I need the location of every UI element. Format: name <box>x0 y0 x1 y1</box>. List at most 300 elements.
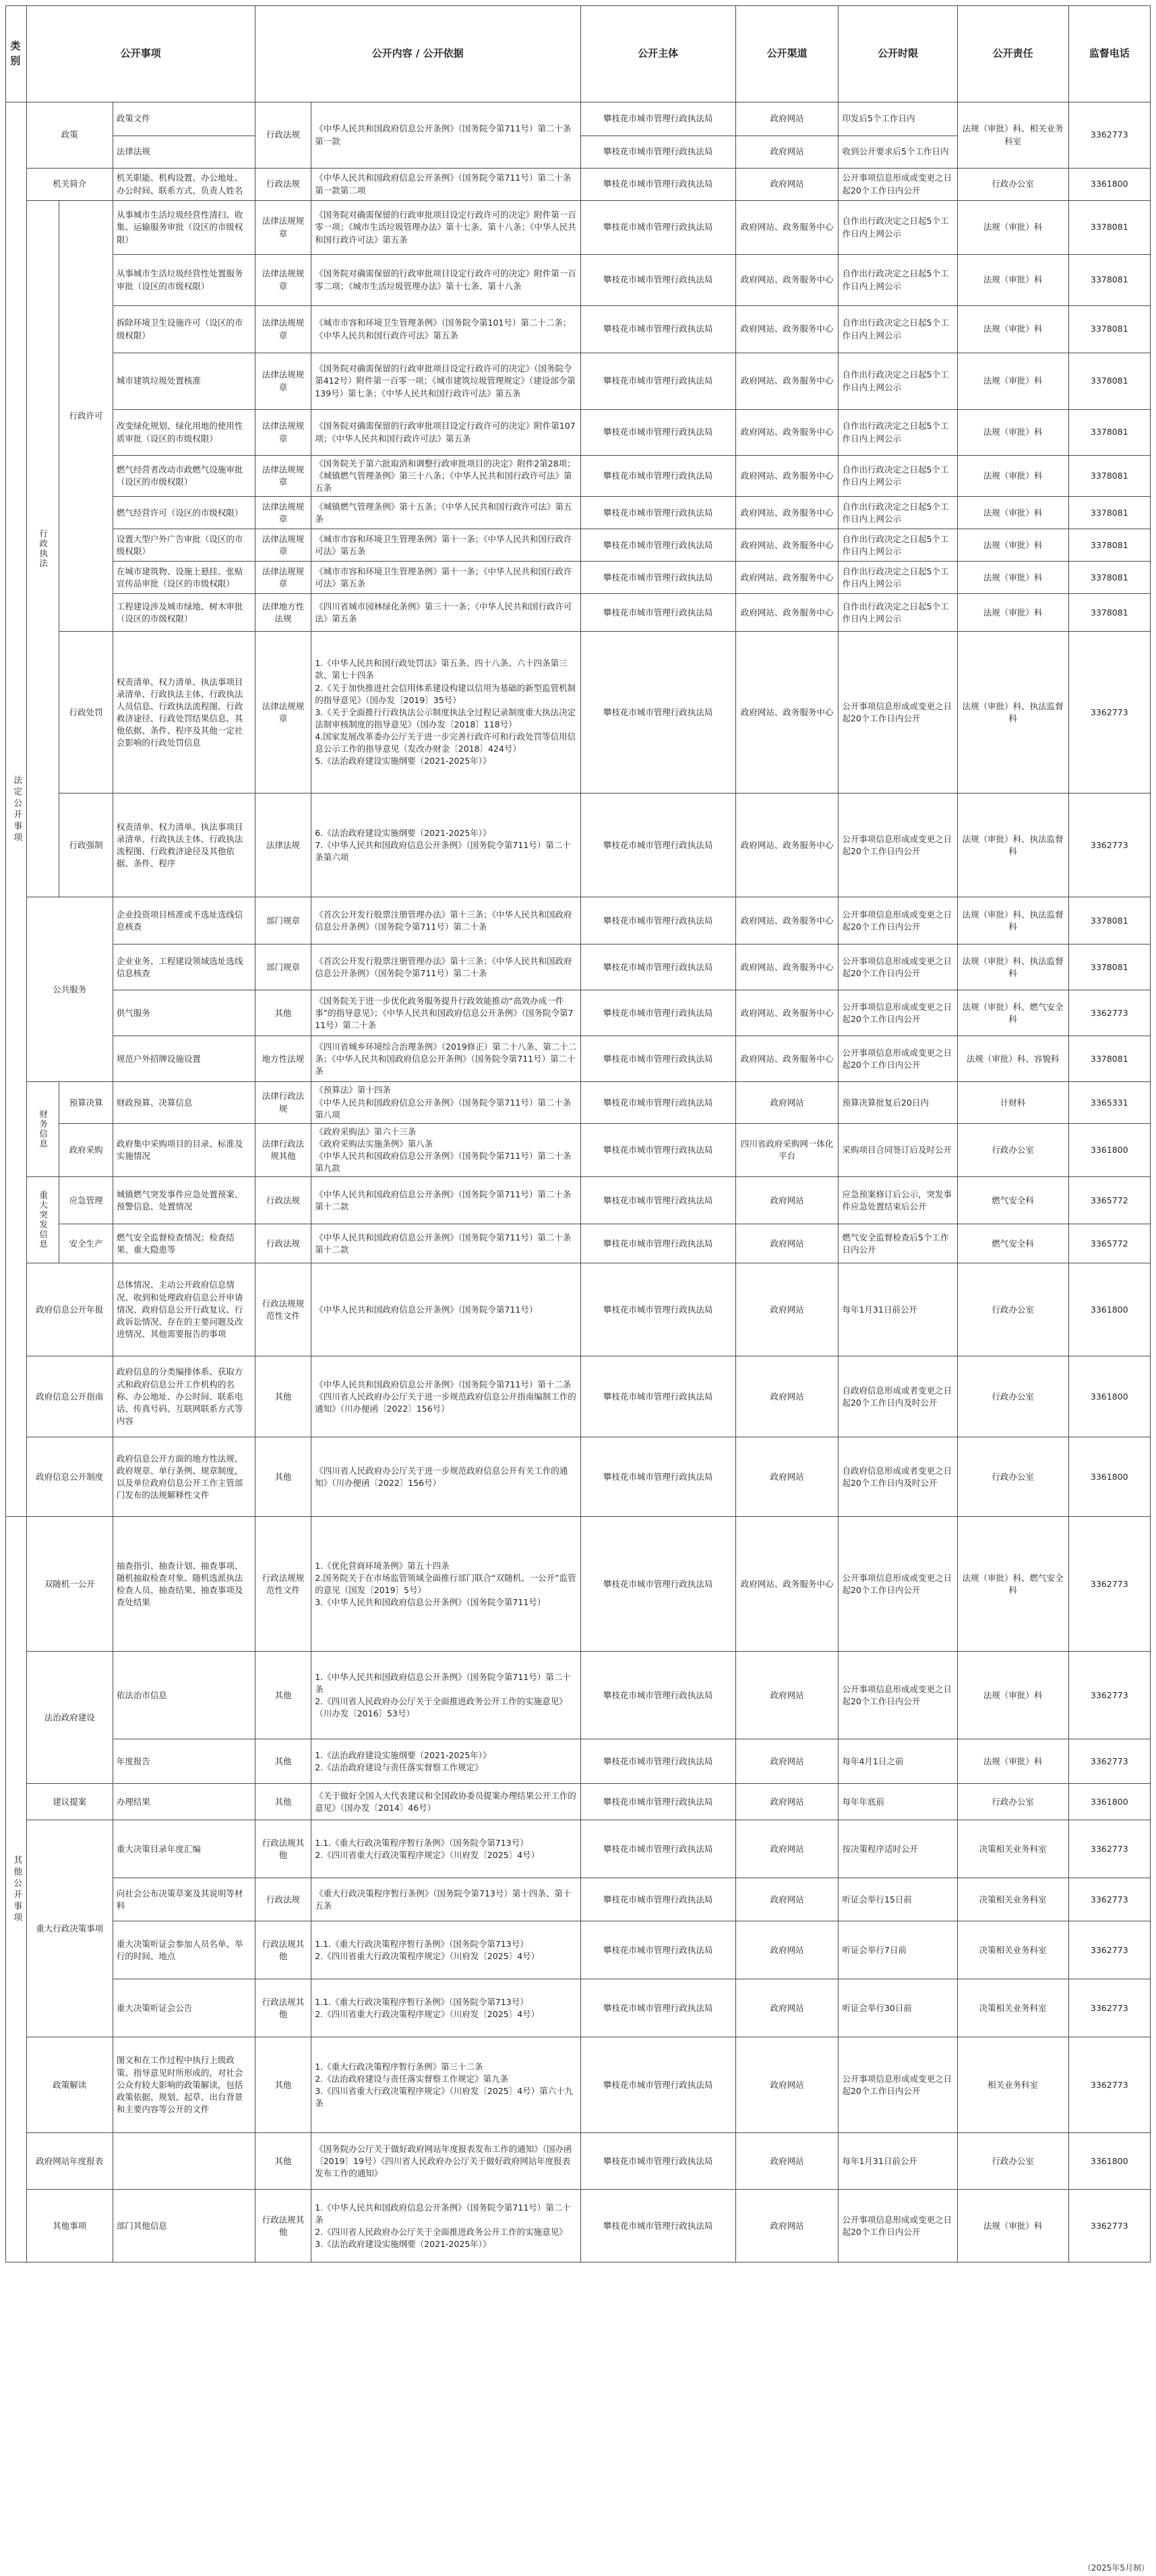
table-row <box>6 1437 1151 1517</box>
basis-cell: 《中华人民共和国政府信息公开条例》（国务院令第711号）第二十条第十二款 <box>311 1177 580 1224</box>
basis-type-cell: 地方性法规 <box>255 1036 311 1082</box>
subcategory-cell: 行政执法 <box>26 201 59 897</box>
item-cell: 其他事项 <box>26 2190 113 2263</box>
basis-type-cell: 行政法规 <box>255 1224 311 1263</box>
basis-type-cell: 法律行政法规 <box>255 1082 311 1123</box>
subject-cell: 攀枝花市城市管理行政执法局 <box>580 201 735 255</box>
phone-cell: 3378081 <box>1068 897 1150 945</box>
basis-type-cell: 部门规章 <box>255 945 311 990</box>
channel-cell: 政府网站 <box>735 1177 839 1224</box>
subject-cell: 攀枝花市城市管理行政执法局 <box>580 456 735 497</box>
basis-type-cell: 其他 <box>255 1652 311 1739</box>
channel-cell: 政府网站 <box>735 1820 839 1878</box>
content-cell: 向社会公布决策草案及其说明等材料 <box>113 1878 255 1921</box>
channel-cell: 四川省政府采购网一体化平台 <box>735 1123 839 1177</box>
table-row <box>6 632 1151 793</box>
duty-cell: 决策相关业务科室 <box>957 1979 1068 2037</box>
channel-cell: 政府网站、政务服务中心 <box>735 353 839 410</box>
channel-cell: 政府网站、政务服务中心 <box>735 897 839 945</box>
basis-type-cell: 法律法规规章 <box>255 201 311 255</box>
table-row <box>6 1739 1151 1784</box>
subject-cell: 攀枝花市城市管理行政执法局 <box>580 1652 735 1739</box>
subject-cell: 攀枝花市城市管理行政执法局 <box>580 632 735 793</box>
table-row <box>6 102 1151 136</box>
table-row <box>6 1082 1151 1123</box>
basis-type-cell: 法律法规规章 <box>255 529 311 562</box>
subject-cell: 攀枝花市城市管理行政执法局 <box>580 529 735 562</box>
phone-cell: 3378081 <box>1068 201 1150 255</box>
content-cell: 重大决策目录年度汇编 <box>113 1820 255 1878</box>
subject-cell: 攀枝花市城市管理行政执法局 <box>580 2190 735 2263</box>
content-cell: 城市建筑垃圾处置核准 <box>113 353 255 410</box>
channel-cell: 政府网站 <box>735 1437 839 1517</box>
duty-cell: 法规（审批）科、执法监督科 <box>957 632 1068 793</box>
content-cell: 政策文件 <box>113 102 255 136</box>
duty-cell: 行政办公室 <box>957 1437 1068 1517</box>
time-cell: 听证会举行30日前 <box>839 1979 957 2037</box>
channel-cell: 政府网站、政务服务中心 <box>735 945 839 990</box>
table-row <box>6 945 1151 990</box>
item-cell: 机关简介 <box>26 169 113 201</box>
time-cell: 收到公开要求后5个工作日内 <box>839 136 957 169</box>
channel-cell: 政府网站、政务服务中心 <box>735 529 839 562</box>
time-cell: 自作出行政决定之日起5个工作日内上网公示 <box>839 497 957 529</box>
time-cell: 自作出行政决定之日起5个工作日内上网公示 <box>839 456 957 497</box>
basis-cell: 1.1.《重大行政决策程序暂行条例》（国务院令第713号） 2.《四川省重大行政决策程序规定》（川府发〔2025〕4号） <box>311 1921 580 1979</box>
duty-cell: 法规（审批）科、燃气安全科 <box>957 1517 1068 1652</box>
channel-cell: 政府网站 <box>735 1356 839 1437</box>
basis-type-cell: 行政法规 <box>255 1878 311 1921</box>
basis-cell: 《政府采购法》第六十三条 《政府采购法实施条例》第八条 《中华人民共和国政府信息公开条例》（国务院令第711号）第二十条第九款 <box>311 1123 580 1177</box>
channel-cell: 政府网站、政务服务中心 <box>735 410 839 456</box>
basis-cell: 《首次公开发行股票注册管理办法》第十三条；《中华人民共和国政府信息公开条例》（国务院令第711号）第二十条 <box>311 897 580 945</box>
duty-cell: 法规（审批）科 <box>957 594 1068 632</box>
basis-cell: 《国务院对确需保留的行政审批项目设定行政许可的决定》（国务院令第412号）附件第一百零一项；《城市建筑垃圾管理规定》（建设部令第139号）第七条；《中华人民共和国行政许可法》第五条 <box>311 353 580 410</box>
basis-type-cell: 法律法规规章 <box>255 255 311 306</box>
duty-cell: 计财科 <box>957 1082 1068 1123</box>
basis-cell: 1.《中华人民共和国政府信息公开条例》（国务院令第711号）第二十条 2.《四川省人民政府办公厅关于全面推进政务公开工作的实施意见》（川办发〔2016〕53号） <box>311 1652 580 1739</box>
basis-type-cell: 行政法规规范性文件 <box>255 1517 311 1652</box>
header-subject: 公开主体 <box>580 6 735 102</box>
basis-cell: 1.1.《重大行政决策程序暂行条例》（国务院令第713号） 2.《四川省重大行政决策程序规定》（川府发〔2025〕4号） <box>311 1979 580 2037</box>
basis-cell: 1.《中华人民共和国行政处罚法》第五条、四十八条、六十四条第三款、第七十四条 2.《关于加快推进社会信用体系建设构建以信用为基础的新型监管机制的指导意见》（国办发〔2019〕35号） 3.《关于全面推行行政执法公示制度执法全过程记录制度重大执法决定法制审核制度的指导意见》（国办发〔2018〕118号） 4.国家发展改革委办公厅关于进一步完善行政许可和行政处罚等信用信息公示工作的指导意见（发改办财金〔2018〕424号） 5.《法治政府建设实施纲要（2021-2025年）》 <box>311 632 580 793</box>
channel-cell: 政府网站 <box>735 1739 839 1784</box>
item-cell: 建议提案 <box>26 1784 113 1820</box>
basis-cell: 《四川省人民政府办公厅关于进一步规范政府信息公开有关工作的通知》（川办便函〔2022〕156号） <box>311 1437 580 1517</box>
item-cell: 行政处罚 <box>59 632 113 793</box>
header-basis: 公开依据 <box>423 47 464 60</box>
item-cell: 政府信息公开指南 <box>26 1356 113 1437</box>
subject-cell: 攀枝花市城市管理行政执法局 <box>580 497 735 529</box>
channel-cell: 政府网站、政务服务中心 <box>735 255 839 306</box>
table-row <box>6 562 1151 594</box>
content-cell: 拆除环境卫生设施许可（设区的市级权限） <box>113 306 255 353</box>
basis-type-cell: 行政法规其他 <box>255 1979 311 2037</box>
subject-cell: 攀枝花市城市管理行政执法局 <box>580 990 735 1036</box>
item-cell: 政策 <box>26 102 113 169</box>
basis-type-cell: 法律法规规章 <box>255 306 311 353</box>
header-phone: 监督电话 <box>1068 6 1150 102</box>
subject-cell: 攀枝花市城市管理行政执法局 <box>580 594 735 632</box>
item-cell: 法治政府建设 <box>26 1652 113 1784</box>
duty-cell: 法规（审批）科、容貌科 <box>957 1036 1068 1082</box>
time-cell: 按决策程序适时公开 <box>839 1820 957 1878</box>
channel-cell: 政府网站、政务服务中心 <box>735 1517 839 1652</box>
duty-cell: 法规（审批）科 <box>957 201 1068 255</box>
subject-cell: 攀枝花市城市管理行政执法局 <box>580 1263 735 1356</box>
time-cell: 自作出行政决定之日起5个工作日内上网公示 <box>839 255 957 306</box>
phone-cell: 3362773 <box>1068 990 1150 1036</box>
phone-cell: 3361800 <box>1068 1263 1150 1356</box>
channel-cell: 政府网站 <box>735 136 839 169</box>
phone-cell: 3378081 <box>1068 410 1150 456</box>
basis-cell: 《城市市容和环境卫生管理条例》第十一条；《中华人民共和国行政许可法》第五条 <box>311 562 580 594</box>
table-row <box>6 1517 1151 1652</box>
table-row <box>6 1979 1151 2037</box>
phone-cell: 3378081 <box>1068 456 1150 497</box>
category-cell: 法定公开事项 <box>6 102 27 1517</box>
channel-cell: 政府网站 <box>735 2133 839 2190</box>
content-cell: 财政预算、决算信息 <box>113 1082 255 1123</box>
phone-cell: 3361800 <box>1068 1123 1150 1177</box>
table-row <box>6 1356 1151 1437</box>
header-content: 公开内容 <box>371 47 413 60</box>
channel-cell: 政府网站、政务服务中心 <box>735 990 839 1036</box>
item-cell: 政策解读 <box>26 2037 113 2133</box>
duty-cell: 法规（审批）科 <box>957 562 1068 594</box>
channel-cell: 政府网站 <box>735 1224 839 1263</box>
item-cell: 安全生产 <box>59 1224 113 1263</box>
channel-cell: 政府网站 <box>735 102 839 136</box>
subject-cell: 攀枝花市城市管理行政执法局 <box>580 1082 735 1123</box>
table-row <box>6 1820 1151 1878</box>
table-row <box>6 2133 1151 2190</box>
basis-cell: 《重大行政决策程序暂行条例》（国务院令第713号）第十四条、第十五条 <box>311 1878 580 1921</box>
duty-cell: 法规（审批）科、执法监督科 <box>957 945 1068 990</box>
basis-cell: 《国务院对确需保留的行政审批项目设定行政许可的决定》附件第一百零一项；《城市生活垃圾管理办法》第十七条、第十八条；《中华人民共和国行政许可法》第五条 <box>311 201 580 255</box>
duty-cell: 法规（审批）科 <box>957 410 1068 456</box>
content-cell: 年度报告 <box>113 1739 255 1784</box>
channel-cell: 政府网站 <box>735 1979 839 2037</box>
item-cell: 政府信息公开制度 <box>26 1437 113 1517</box>
basis-cell: 1.1.《重大行政决策程序暂行条例》（国务院令第713号） 2.《四川省重大行政决策程序规定》（川府发〔2025〕4号） <box>311 1820 580 1878</box>
table-row <box>6 2037 1151 2133</box>
phone-cell: 3378081 <box>1068 945 1150 990</box>
phone-cell: 3362773 <box>1068 1517 1150 1652</box>
content-cell: 企业业务、工程建设领域选址选线信息核查 <box>113 945 255 990</box>
duty-cell: 相关业务科室 <box>957 2037 1068 2133</box>
duty-cell: 燃气安全科 <box>957 1224 1068 1263</box>
channel-cell: 政府网站 <box>735 2190 839 2263</box>
subject-cell: 攀枝花市城市管理行政执法局 <box>580 1123 735 1177</box>
basis-type-cell: 行政法规 <box>255 169 311 201</box>
time-cell: 自作出行政决定之日起5个工作日内上网公示 <box>839 529 957 562</box>
content-cell: 供气服务 <box>113 990 255 1036</box>
header-content-basis: 公开内容 / 公开依据 <box>255 6 580 102</box>
subject-cell: 攀枝花市城市管理行政执法局 <box>580 1784 735 1820</box>
table-row <box>6 201 1151 255</box>
basis-cell: 1.《优化营商环境条例》第五十四条 2.国务院关于在市场监管领域全面推行部门联合“双随机、一公开”监管的意见（国发〔2019〕5号） 3.《中华人民共和国政府信息公开条例》（国务院令第711号） <box>311 1517 580 1652</box>
subject-cell: 攀枝花市城市管理行政执法局 <box>580 1437 735 1517</box>
subject-cell: 攀枝花市城市管理行政执法局 <box>580 1517 735 1652</box>
time-cell: 预算决算批复后20日内 <box>839 1082 957 1123</box>
table-header <box>6 6 1151 102</box>
item-cell: 预算决算 <box>59 1082 113 1123</box>
phone-cell: 3362773 <box>1068 102 1150 169</box>
phone-cell: 3378081 <box>1068 562 1150 594</box>
time-cell: 听证会举行15日前 <box>839 1878 957 1921</box>
time-cell: 公开事项信息形成或变更之日起20个工作日内公开 <box>839 2190 957 2263</box>
phone-cell: 3378081 <box>1068 529 1150 562</box>
basis-cell: 《关于做好全国人大代表建议和全国政协委员提案办理结果公开工作的意见》（国办发〔2014〕46号） <box>311 1784 580 1820</box>
item-cell: 双随机一公开 <box>26 1517 113 1652</box>
basis-type-cell: 其他 <box>255 1784 311 1820</box>
subject-cell: 攀枝花市城市管理行政执法局 <box>580 793 735 897</box>
duty-cell: 行政办公室 <box>957 1263 1068 1356</box>
time-cell: 燃气安全监督检查后5个工作日内公开 <box>839 1224 957 1263</box>
duty-cell: 法规（审批）科 <box>957 2190 1068 2263</box>
duty-cell: 行政办公室 <box>957 1123 1068 1177</box>
phone-cell: 3378081 <box>1068 594 1150 632</box>
channel-cell: 政府网站、政务服务中心 <box>735 1036 839 1082</box>
duty-cell: 法规（审批）科 <box>957 456 1068 497</box>
channel-cell: 政府网站、政务服务中心 <box>735 562 839 594</box>
table-row <box>6 1224 1151 1263</box>
time-cell: 公开事项信息形成或变更之日起20个工作日内公开 <box>839 1517 957 1652</box>
duty-cell: 行政办公室 <box>957 2133 1068 2190</box>
channel-cell: 政府网站、政务服务中心 <box>735 497 839 529</box>
channel-cell: 政府网站 <box>735 1263 839 1356</box>
basis-type-cell: 行政法规其他 <box>255 1820 311 1878</box>
basis-cell: 1.《中华人民共和国政府信息公开条例》（国务院令第711号）第二十条 2.《四川省人民政府办公厅关于全面推进政务公开工作的实施意见》 3.《法治政府建设实施纲要（2021-2025年）》 <box>311 2190 580 2263</box>
subject-cell: 攀枝花市城市管理行政执法局 <box>580 1820 735 1878</box>
time-cell: 公开事项信息形成或变更之日起20个工作日内公开 <box>839 897 957 945</box>
time-cell: 每年4月1日之前 <box>839 1739 957 1784</box>
duty-cell: 法规（审批）科 <box>957 306 1068 353</box>
table-row <box>6 410 1151 456</box>
basis-cell: 《中华人民共和国政府信息公开条例》（国务院令第711号）第二十条第一款 <box>311 102 580 169</box>
basis-type-cell: 法律法规规章 <box>255 410 311 456</box>
subcategory-cell: 重大突发信息 <box>26 1177 59 1263</box>
basis-cell: 《四川省城乡环境综合治理条例》（2019修正）第二十八条、第二十二条；《中华人民共和国政府信息公开条例》（国务院令第711号）第二十条 <box>311 1036 580 1082</box>
basis-cell: 《中华人民共和国政府信息公开条例》（国务院令第711号）第二十条第十二款 <box>311 1224 580 1263</box>
table-body <box>6 102 1151 2263</box>
basis-cell: 《城市市容和环境卫生管理条例》（国务院令第101号）第二十二条；《中华人民共和国行政许可法》第五条 <box>311 306 580 353</box>
header-channel: 公开渠道 <box>735 6 839 102</box>
content-cell <box>113 2133 255 2190</box>
channel-cell: 政府网站、政务服务中心 <box>735 594 839 632</box>
subject-cell: 攀枝花市城市管理行政执法局 <box>580 306 735 353</box>
basis-type-cell: 其他 <box>255 1356 311 1437</box>
basis-type-cell: 行政法规 <box>255 102 311 169</box>
disclosure-table <box>5 5 1151 2263</box>
basis-type-cell: 法律法规规章 <box>255 456 311 497</box>
duty-cell: 法规（审批）科、执法监督科 <box>957 793 1068 897</box>
phone-cell: 3362773 <box>1068 1820 1150 1878</box>
duty-cell: 法规（审批）科 <box>957 1739 1068 1784</box>
item-cell: 行政强制 <box>59 793 113 897</box>
phone-cell: 3365772 <box>1068 1224 1150 1263</box>
phone-cell: 3362773 <box>1068 1652 1150 1739</box>
time-cell: 自作出行政决定之日起5个工作日内上网公示 <box>839 306 957 353</box>
channel-cell: 政府网站、政务服务中心 <box>735 201 839 255</box>
phone-cell: 3378081 <box>1068 1036 1150 1082</box>
basis-type-cell: 法律法规规章 <box>255 632 311 793</box>
content-cell: 依法治市信息 <box>113 1652 255 1739</box>
table-row <box>6 1177 1151 1224</box>
content-cell: 法律法规 <box>113 136 255 169</box>
time-cell: 公开事项信息形成或变更之日起20个工作日内公开 <box>839 945 957 990</box>
content-cell: 燃气经营者改动市政燃气设施审批（设区的市级权限） <box>113 456 255 497</box>
table-row <box>6 1652 1151 1739</box>
basis-type-cell: 法律法规规章 <box>255 562 311 594</box>
basis-type-cell: 行政法规其他 <box>255 1921 311 1979</box>
subject-cell: 攀枝花市城市管理行政执法局 <box>580 1979 735 2037</box>
basis-type-cell: 法律法规规章 <box>255 353 311 410</box>
table-row <box>6 353 1151 410</box>
basis-cell: 《中华人民共和国政府信息公开条例》（国务院令第711号）第二十条第一款第二项 <box>311 169 580 201</box>
table-row <box>6 1784 1151 1820</box>
duty-cell: 法规（审批）科 <box>957 1652 1068 1739</box>
basis-cell: 《国务院对确需保留的行政审批项目设定行政许可的决定》附件第一百零二项；《城市生活垃圾管理办法》第十七条、第十八条 <box>311 255 580 306</box>
phone-cell: 3378081 <box>1068 353 1150 410</box>
basis-type-cell: 法律法规规章 <box>255 497 311 529</box>
time-cell: 公开事项信息形成或变更之日起20个工作日内公开 <box>839 2037 957 2133</box>
subject-cell: 攀枝花市城市管理行政执法局 <box>580 102 735 136</box>
table-row <box>6 1123 1151 1177</box>
table-row <box>6 990 1151 1036</box>
phone-cell: 3361800 <box>1068 1784 1150 1820</box>
item-cell: 政府采购 <box>59 1123 113 1177</box>
basis-type-cell: 其他 <box>255 990 311 1036</box>
time-cell: 每年年底前 <box>839 1784 957 1820</box>
content-cell: 政府集中采购项目的目录、标准及实施情况 <box>113 1123 255 1177</box>
header-item: 公开事项 <box>26 6 255 102</box>
phone-cell: 3362773 <box>1068 1921 1150 1979</box>
basis-cell: 1.《重大行政决策程序暂行条例》第三十二条 2.《法治政府建设与责任落实督察工作规定》第九条 3.《四川省重大行政决策程序规定》（川府发〔2025〕4号）第六十九条 <box>311 2037 580 2133</box>
basis-type-cell: 法律行政法规其他 <box>255 1123 311 1177</box>
time-cell: 听证会举行7日前 <box>839 1921 957 1979</box>
time-cell: 自作出行政决定之日起5个工作日内上网公示 <box>839 562 957 594</box>
table-row <box>6 529 1151 562</box>
channel-cell: 政府网站 <box>735 169 839 201</box>
subject-cell: 攀枝花市城市管理行政执法局 <box>580 255 735 306</box>
subject-cell: 攀枝花市城市管理行政执法局 <box>580 1177 735 1224</box>
time-cell: 公开事项信息形成或变更之日起20个工作日内公开 <box>839 169 957 201</box>
basis-cell: 1.《法治政府建设实施纲要（2021-2025年）》 2.《法治政府建设与责任落实督察工作规定》 <box>311 1739 580 1784</box>
time-cell: 采购项目合同签订后及时公开 <box>839 1123 957 1177</box>
channel-cell: 政府网站、政务服务中心 <box>735 306 839 353</box>
header-duty: 公开责任 <box>957 6 1068 102</box>
duty-cell: 法规（审批）科、相关业务科室 <box>957 102 1068 169</box>
content-cell: 抽查指引、抽查计划、抽查事项、随机抽取检查对象、随机选派执法检查人员、抽查结果、抽查事项及查处结果 <box>113 1517 255 1652</box>
phone-cell: 3362773 <box>1068 793 1150 897</box>
content-cell: 机关职能、机构设置、办公地址、办公时间、联系方式、负责人姓名 <box>113 169 255 201</box>
phone-cell: 3362773 <box>1068 1878 1150 1921</box>
item-cell: 政府信息公开年报 <box>26 1263 113 1356</box>
phone-cell: 3365772 <box>1068 1177 1150 1224</box>
time-cell: 公开事项信息形成或变更之日起20个工作日内公开 <box>839 1652 957 1739</box>
basis-cell: 《中华人民共和国政府信息公开条例》（国务院令第711号） <box>311 1263 580 1356</box>
duty-cell: 行政办公室 <box>957 1784 1068 1820</box>
content-cell: 从事城市生活垃圾经营性清扫、收集、运输服务审批（设区的市级权限） <box>113 201 255 255</box>
content-cell: 燃气安全监督检查情况；检查结果、重大隐患等 <box>113 1224 255 1263</box>
time-cell: 自作出行政决定之日起5个工作日内上网公示 <box>839 201 957 255</box>
duty-cell: 决策相关业务科室 <box>957 1878 1068 1921</box>
time-cell: 自政府信息形成或者变更之日起20个工作日内及时公开 <box>839 1356 957 1437</box>
content-cell: 企业投资项目核准或不选址选线信息核查 <box>113 897 255 945</box>
content-cell: 规范户外招牌设施设置 <box>113 1036 255 1082</box>
channel-cell: 政府网站、政务服务中心 <box>735 456 839 497</box>
content-cell: 图文和在工作过程中执行上级政策、指导意见时所形成的，对社会公众有较大影响的政策解读，包括政策依据、规划、起草、出台背景和主要内容等公开的文件 <box>113 2037 255 2133</box>
content-cell: 权责清单、权力清单、执法事项目录清单、行政执法主体、行政执法人员信息、行政执法流程图、行政救济途径、行政处罚结果信息、其他依据、条件、程序及其他一定社会影响的行政处罚信息 <box>113 632 255 793</box>
time-cell: 自作出行政决定之日起5个工作日内上网公示 <box>839 410 957 456</box>
phone-cell: 3362773 <box>1068 1739 1150 1784</box>
time-cell: 公开事项信息形成或变更之日起20个工作日内公开 <box>839 632 957 793</box>
table-row <box>6 1263 1151 1356</box>
phone-cell: 3361800 <box>1068 2133 1150 2190</box>
table-row <box>6 1036 1151 1082</box>
table-row <box>6 306 1151 353</box>
phone-cell: 3362773 <box>1068 2190 1150 2263</box>
table-row <box>6 169 1151 201</box>
basis-type-cell: 行政法规规范性文件 <box>255 1263 311 1356</box>
channel-cell: 政府网站 <box>735 2037 839 2133</box>
subject-cell: 攀枝花市城市管理行政执法局 <box>580 1739 735 1784</box>
subject-cell: 攀枝花市城市管理行政执法局 <box>580 1356 735 1437</box>
basis-cell: 《首次公开发行股票注册管理办法》第十三条；《中华人民共和国政府信息公开条例》（国务院令第711号）第二十条 <box>311 945 580 990</box>
item-cell: 应急管理 <box>59 1177 113 1224</box>
time-cell: 每年1月31日前公开 <box>839 2133 957 2190</box>
basis-type-cell: 法律地方性法规 <box>255 594 311 632</box>
basis-cell: 《四川省城市园林绿化条例》第三十一条；《中华人民共和国行政许可法》第五条 <box>311 594 580 632</box>
subject-cell: 攀枝花市城市管理行政执法局 <box>580 2037 735 2133</box>
subject-cell: 攀枝花市城市管理行政执法局 <box>580 169 735 201</box>
phone-cell: 3361800 <box>1068 1437 1150 1517</box>
channel-cell: 政府网站 <box>735 1652 839 1739</box>
content-cell: 重大决策听证会参加人员名单、举行的时间、地点 <box>113 1921 255 1979</box>
channel-cell: 政府网站 <box>735 1784 839 1820</box>
phone-cell: 3361800 <box>1068 1356 1150 1437</box>
duty-cell: 法规（审批）科 <box>957 255 1068 306</box>
channel-cell: 政府网站、政务服务中心 <box>735 793 839 897</box>
content-cell: 重大决策听证会公告 <box>113 1979 255 2037</box>
subject-cell: 攀枝花市城市管理行政执法局 <box>580 136 735 169</box>
phone-cell: 3362773 <box>1068 2037 1150 2133</box>
basis-cell: 《国务院对确需保留的行政审批项目设定行政许可的决定》附件第107项；《中华人民共和国行政许可法》第五条 <box>311 410 580 456</box>
phone-cell: 3365331 <box>1068 1082 1150 1123</box>
phone-cell: 3361800 <box>1068 169 1150 201</box>
footer-note: （2025年5月制） <box>1083 2563 1149 2573</box>
duty-cell: 法规（审批）科 <box>957 529 1068 562</box>
table-row <box>6 1921 1151 1979</box>
content-cell: 改变绿化规划、绿化用地的使用性质审批（设区的市级权限） <box>113 410 255 456</box>
table-row <box>6 255 1151 306</box>
content-cell: 设置大型户外广告审批（设区的市级权限） <box>113 529 255 562</box>
basis-cell: 《预算法》第十四条 《中华人民共和国政府信息公开条例》（国务院令第711号）第二十条第八项 <box>311 1082 580 1123</box>
content-cell: 政府信息公开方面的地方性法规、政府规章、单行条例、规章制度，以及单位政府信息公开工作主管部门发布的法规解释性文件 <box>113 1437 255 1517</box>
subject-cell: 攀枝花市城市管理行政执法局 <box>580 2133 735 2190</box>
time-cell: 每年1月31日前公开 <box>839 1263 957 1356</box>
subject-cell: 攀枝花市城市管理行政执法局 <box>580 353 735 410</box>
item-cell: 政府网站年度报表 <box>26 2133 113 2190</box>
duty-cell: 法规（审批）科 <box>957 497 1068 529</box>
subcategory-cell: 财务信息 <box>26 1082 59 1177</box>
duty-cell: 决策相关业务科室 <box>957 1921 1068 1979</box>
basis-cell: 《国务院关于第六批取消和调整行政审批项目的决定》附件2第28项；《城镇燃气管理条例》第三十八条；《中华人民共和国行政许可法》第五条 <box>311 456 580 497</box>
table-row <box>6 897 1151 945</box>
table-row <box>6 1878 1151 1921</box>
